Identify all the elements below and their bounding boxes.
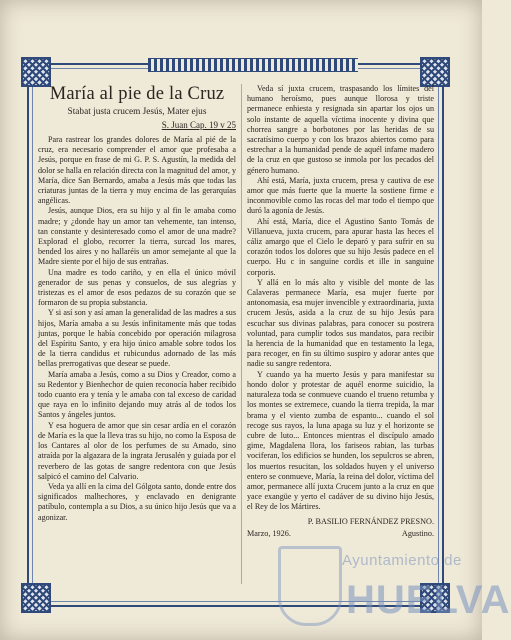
paragraph: Jesús, aunque Dios, era su hijo y al fin le amaba como madre; y ¿donde hay un amor tan vehemente, tan intenso, tan constante y desinteresado como el amor de una madre? Explorad el globo, recorrer la tierra, surcad los mares, bended los aires y no hallaréis un amor semejante al que la Madre siente por el hijo de sus entrañas.: [38, 206, 236, 267]
paragraph: Una madre es todo cariño, y en ella el único móvil generador de sus penas y consuelos, de sus alegrías y tristezas es el amor de esos pedazos de su corazón que se formaron de su propia substancia.: [38, 267, 236, 308]
header-ornament-band: [148, 58, 358, 72]
article-right-column: [247, 84, 434, 539]
paragraph: Y esa hoguera de amor que sin cesar ardía en el corazón de María es la que la lleva tras su hijo, no como la Esposa de los Cantares al olor de los perfumes de su Amado, sino atraída por la algazara de la ingrata Jerusalén y guiada por el reverbero de las gotas de sangre redentora con que Jesús salpicó el camino del Calvario.: [38, 420, 236, 481]
author-signature: P. BASILIO FERNÁNDEZ PRESNO.: [307, 516, 434, 526]
border-corner-ornament: [420, 57, 450, 87]
paragraph: Y si así son y así aman la generalidad de las madres a sus hijos, María amaba a su Jesús infinitamente más que todas juntas, porque le había concebido por operación milagrosa del Espíritu Santo, y era hijo único amable sobre todos los de la tierra candidus et rubicundus adornado de las más bellas prerrogativas que desear se puede.: [38, 308, 236, 369]
paragraph: Veda ya allí en la cima del Gólgota santo, donde entre dos significados malhechores, y enclavado en denigrante patíbulo, contempla a su Dios, a su único hijo Jesús que va a agonizar.: [38, 481, 236, 522]
paragraph: Veda sí juxta crucem, traspasando los límites del humano heroísmo, pues aunque llorosa y triste permanece enhiesta y resignada sin apartar los ojos un solo instante de aquella víctima inocente y divina que chorrea sangre a borbotones por las heridas de su sacratísimo cuerpo y con los brazos abiertos como para estrechar a la humanidad pende de aquél infame madero de la cruz en que gustoso se inmola por los pecados del género humano.: [247, 84, 434, 175]
article-epigraph: Stabat justa crucem Jesús, Mater ejus: [67, 107, 207, 117]
paragraph: Ahí está, María, dice el Agustino Santo Tomás de Villanueva, juxta crucem, para apurar hasta las heces el cáliz amargo que el Cielo le deparó y para sufrir en su corazón todos los dolores que su hijo Jesús padece en el cuerpo. Hu c in sanguine cordis et ille in sanguine corporis.: [247, 216, 434, 277]
watermark-text-line2: HUELVA: [346, 578, 511, 622]
paragraph: Y cuando ya ha muerto Jesús y para manifestar su hondo dolor y protestar de aquél enorme suicidio, la naturaleza toda se conmueve cuando el trueno retumba y los montes se extremece, cuando la tierra trepida, la mar brama y el viento zumba de espanto... cuando el sol recoge sus rayos, la luna apaga su luz y el horizonte se cubre de luto... Entonces mientras el discípulo amado gime, Magdalena llora, los fariseos rabian, las turbas vociferan, los edificios se hunden, los sepulcros se abren, los muertos resucitan, los soldados huyen y el universo entero se conmueve, María, la reina del dolor, víctima del amor, permanece allí juxta Crucem junto a la cruz en que yace exangüe y yerto el cadáver de su divino hijo Jesús, el Rey de los Mártires.: [247, 369, 434, 512]
article-date: Marzo, 1926.: [247, 528, 291, 538]
paragraph: Y allá en lo más alto y visible del monte de las Calaveras permanece María, esa mujer fuerte por antonomasia, esa mujer invencible y extraordinaria, juxta crucem Jesús, asida a la cruz de su hijo Jesús para escuchar sus divinas palabras, para conocer su postrera voluntad, para cumplir todos sus mandatos, para recibir la herencia de la humanidad que en testamento la lega, para recoger, en fin su último suspiro y adorar antes que nadie su sangre redentora.: [247, 277, 434, 369]
watermark-text-line1: Ayuntamiento de: [342, 552, 462, 569]
paragraph: María amaba a Jesús, como a su Dios y Creador, como a su Redentor y Bienhechor de quien reconocía haber recibido todo cuanto era y tenía y le amaba con tal exceso de caridad que raya en lo infinito dejando muy atrás al de todos los Santos y ángeles juntos.: [38, 369, 236, 420]
author-order: Agustino.: [401, 528, 434, 538]
article-left-column: [38, 84, 236, 523]
paragraph: Ahí está, María, juxta crucem, presa y cautiva de ese amor que más fuerte que la muerte la sostiene firme e inconmovible como las rocas del mar todo el tiempo que duró la agonía de Jesús.: [247, 175, 434, 216]
border-corner-ornament: [21, 57, 51, 87]
paragraph: Para rastrear los grandes dolores de María al pié de la cruz, era necesario comprender el amor que profesaba a Jesús, porque en frase de mi G. P. S. Agustín, la medida del dolor se halla en relación directa con la magnitud del amor, y María, dice San Bernardo, amaba a Jesús más que todas las criaturas juntas de la tierra y muy encima de las gerarquías angélicas.: [38, 135, 236, 206]
city-seal-icon: [278, 546, 342, 626]
article-title: María al pie de la Cruz: [49, 84, 225, 104]
column-divider: [241, 84, 242, 584]
border-corner-ornament: [21, 583, 51, 613]
archive-watermark: [272, 538, 511, 630]
bible-reference: S. Juan Cap. 19 v 25: [161, 120, 236, 130]
